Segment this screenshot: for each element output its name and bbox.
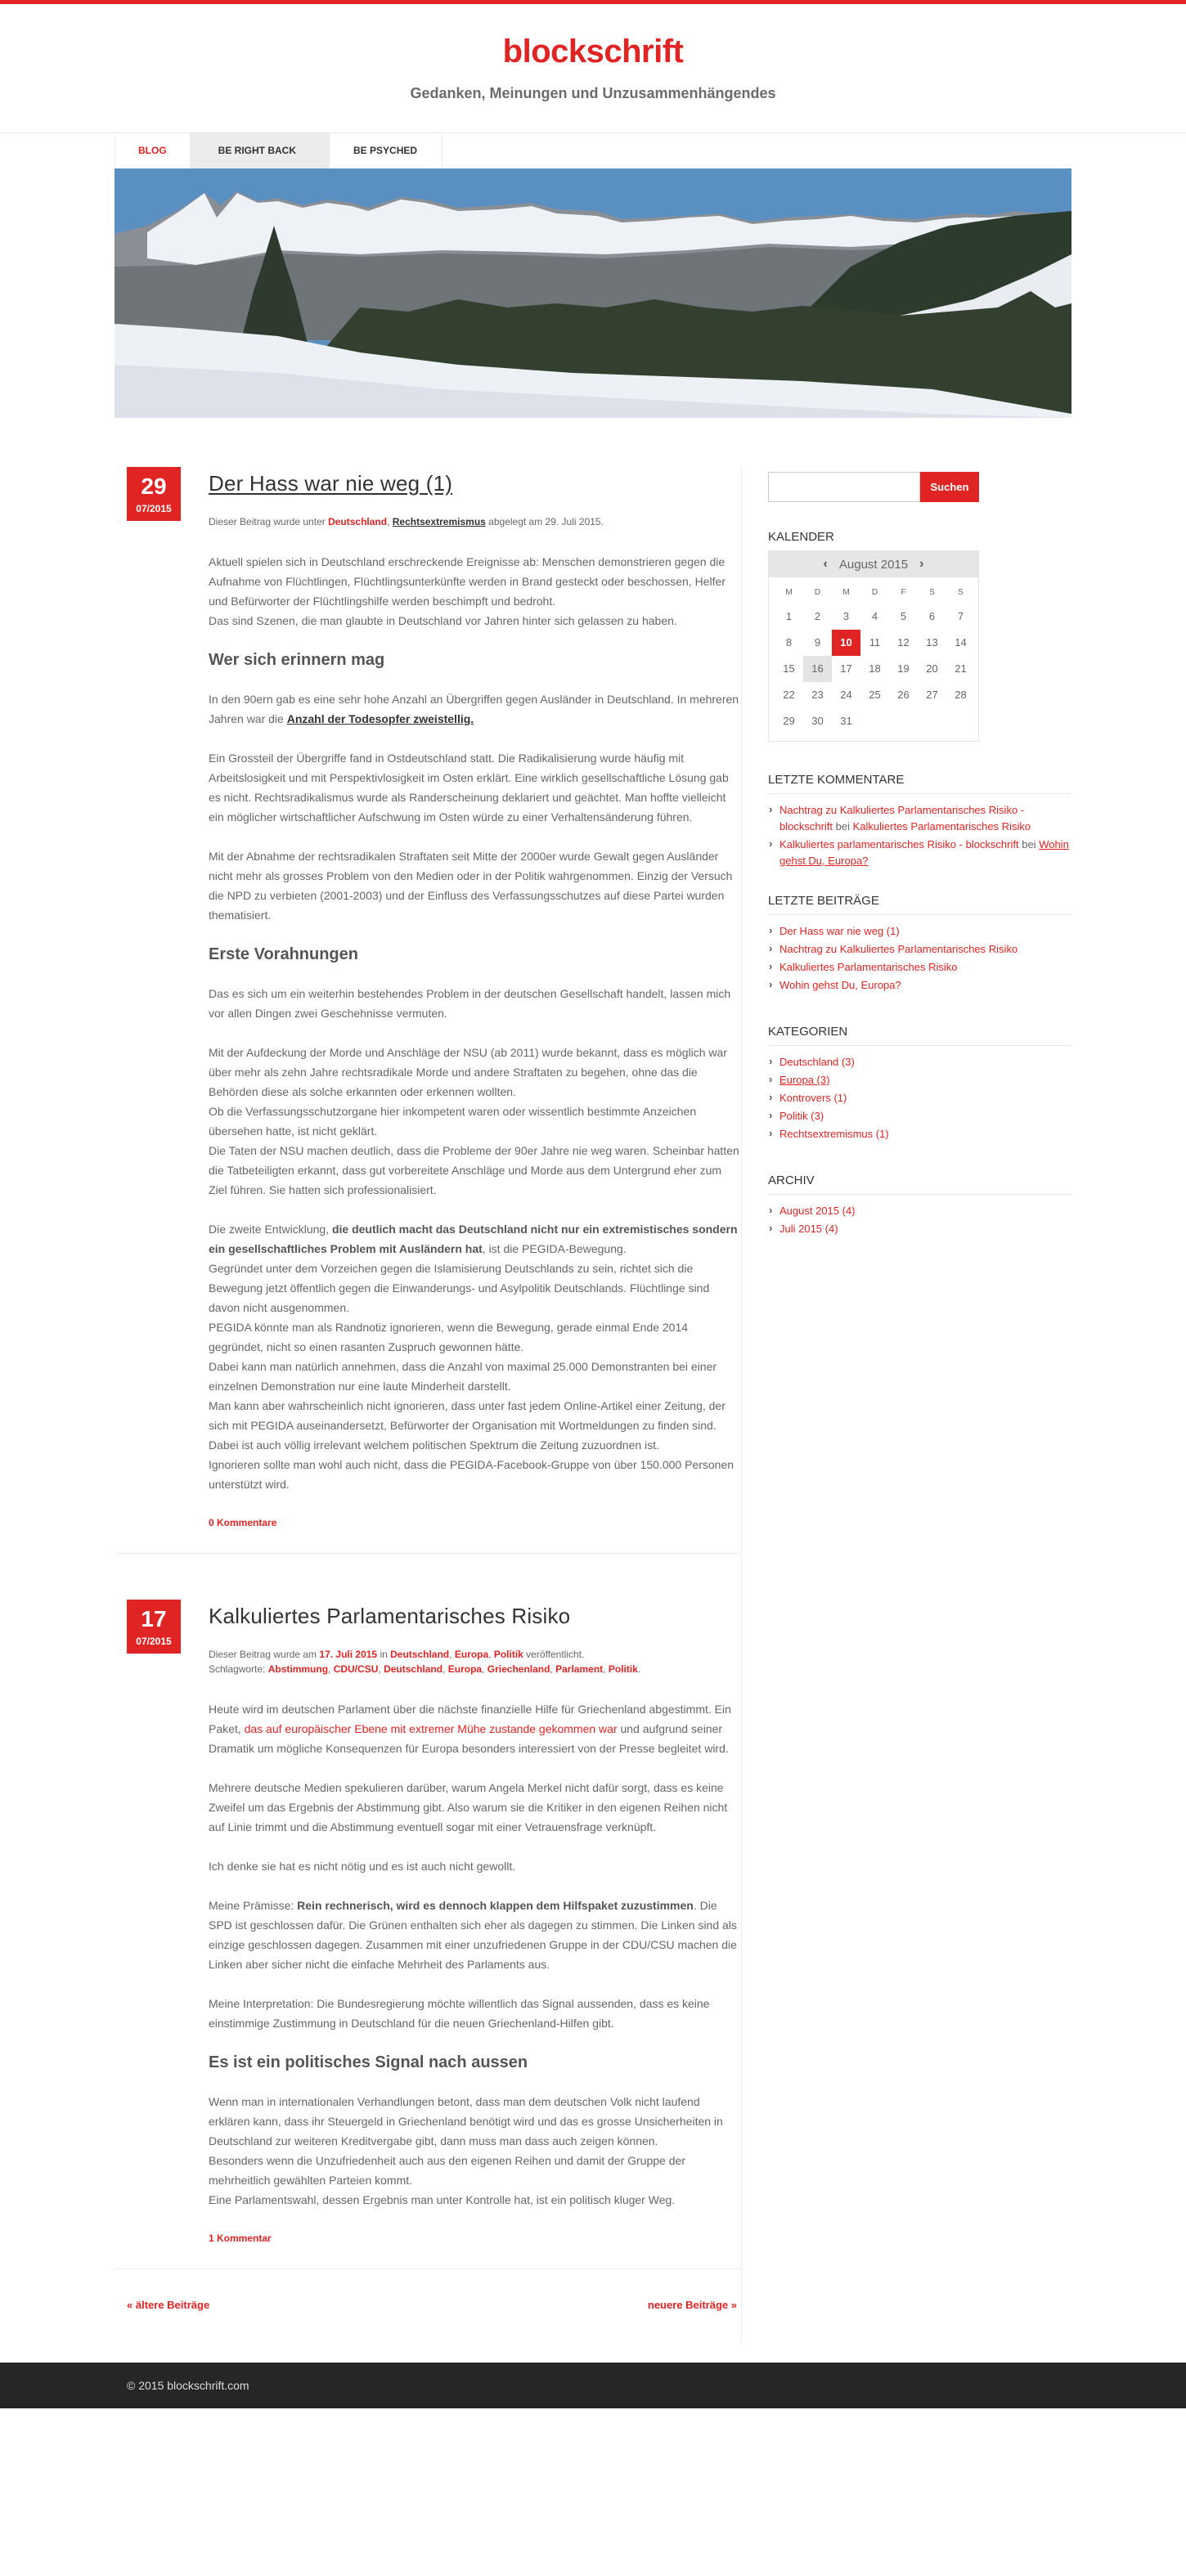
calendar-day: 31 [840,715,852,727]
tag-link-abstimmung[interactable]: Abstimmung [267,1663,329,1675]
widget-title: LETZTE KOMMENTARE [768,773,1071,794]
category-link[interactable]: Deutschland (3) [779,1056,855,1068]
calendar-day: 19 [897,662,910,675]
site-header [0,4,1186,133]
meta-separator: , [387,516,393,527]
category-link[interactable]: Europa (3) [779,1074,830,1086]
recent-post-link[interactable]: Kalkuliertes Parlamentarisches Risiko [779,961,958,973]
list-item [768,1203,1071,1219]
category-link-europa[interactable]: Europa [454,1649,489,1660]
header-image [115,168,1071,418]
archive-link[interactable]: August 2015 (4) [779,1205,856,1217]
calendar-day: 22 [783,689,795,701]
calendar-day: 18 [869,662,881,675]
calendar-day: 13 [926,636,938,648]
category-link-deutschland[interactable]: Deutschland [390,1649,450,1660]
calendar-day: 2 [814,610,821,622]
comment-post-link[interactable]: Wohin gehst Du, Europa? [779,838,1069,867]
calendar-month: August 2015 [838,557,909,572]
nav-item-be-psyched[interactable]: BE PSYCHED [330,133,443,168]
recent-posts-widget [768,894,1071,994]
site-tagline: Gedanken, Meinungen und Unzusammenhängendes [410,85,776,101]
list-item: › Nachtrag zu Kalkuliertes Parlamentarisches Risiko - blockschrift bei Kalkuliertes Parlamentarisches Risiko [768,802,1071,835]
list-item [768,1108,1071,1124]
list-item [768,1090,1071,1106]
calendar-day: 11 [869,636,881,648]
search-form [768,472,1071,502]
recent-post-link[interactable]: Der Hass war nie weg (1) [779,925,900,937]
post-kalkuliertes-parlamentarisches-risiko [115,1600,741,2269]
nav-item-be-right-back[interactable]: BE RIGHT BACK [191,133,330,168]
tag-link-griechenland[interactable]: Griechenland [487,1663,550,1675]
double-chevron-right-icon: » [730,2299,737,2311]
date-badge [127,1600,181,1654]
calendar-day: 23 [811,689,824,701]
list-item [768,977,1071,994]
todesopfer-link[interactable]: Anzahl der Todesopfer zweistellig. [286,712,474,725]
comments-link[interactable]: 1 Kommentar [209,2233,272,2244]
calendar-header [769,551,978,577]
main-content [115,467,741,2343]
section-heading: Es ist ein politisches Signal nach aussen [209,2053,528,2071]
recent-post-link[interactable]: Wohin gehst Du, Europa? [779,979,901,991]
calendar-day: 21 [955,662,967,675]
older-posts-link[interactable]: « ältere Beiträge [127,2299,210,2311]
list-item [768,1072,1071,1088]
date-month-year: 07/2015 [136,503,172,514]
calendar-day: 3 [842,610,850,622]
newer-posts-link[interactable]: neuere Beiträge » [647,2299,737,2311]
paragraph: Meine Interpretation: Die Bundesregierung möchte willentlich das Signal aussenden, dass es keine einstimmige Zustimmung in Deutschland für die neuen Griechenland-Hilfen gibt. [209,1997,710,2030]
tags-label: Schlagworte: [209,1663,268,1675]
section-heading: Erste Vorahnungen [209,945,358,963]
category-link-rechtsextremismus[interactable]: Rechtsextremismus [392,516,486,527]
meta-date-text: abgelegt am 29. Juli 2015. [485,516,604,527]
paket-link[interactable]: das auf europäischer Ebene mit extremer Mühe zustande gekommen war [244,1722,618,1735]
calendar [768,550,979,742]
calendar-day: 20 [926,662,938,675]
post-content [209,552,741,1494]
mountain-landscape-image [115,168,1071,418]
post-meta [209,514,741,529]
recent-comments-list [768,802,1071,869]
calendar-day: 7 [957,610,964,622]
calendar-weekday: M [842,588,850,597]
tag-link-politik[interactable]: Politik [608,1663,638,1675]
recent-posts-list [768,923,1071,994]
list-item [768,923,1071,940]
widget-title: KATEGORIEN [768,1025,1071,1046]
comment-author-link[interactable]: Kalkuliertes parlamentarisches Risiko - blockschrift [779,838,1019,850]
date-month-year: 07/2015 [136,1636,172,1647]
calendar-weekday: F [901,588,906,597]
calendar-day: 1 [785,610,793,622]
calendar-weekday: M [785,588,793,597]
calendar-day: 24 [840,689,852,701]
search-button[interactable]: Suchen [920,472,979,502]
meta-text: Dieser Beitrag wurde unter [209,516,329,527]
list-item [768,1126,1071,1142]
tag-link-parlament[interactable]: Parlament [555,1663,604,1675]
paragraph: Meine Prämisse: Rein rechnerisch, wird es dennoch klappen dem Hilfspaket zuzustimmen. Die SPD ist geschlossen dafür. Die Grünen enthalten sich eher als dagegen zu stimmen. Die Linken sind als einzige geschlossen dagegen. Zusammen mit einer unzufriedenen Gruppe in der CDU/CSU machen die Linken aber sicher nicht die einfache Mehrheit des Parlaments aus. [209,1899,737,1971]
tag-link-cdu-csu[interactable]: CDU/CSU [333,1663,379,1675]
calendar-weekday: S [958,588,964,597]
calendar-day: 12 [897,636,910,648]
list-item: › Kalkuliertes parlamentarisches Risiko - blockschrift bei Wohin gehst Du, Europa? [768,837,1071,869]
calendar-day: 6 [928,610,936,622]
calendar-day: 15 [783,662,795,675]
widget-title: ARCHIV [768,1174,1071,1195]
main-nav [115,133,1071,168]
calendar-day: 29 [783,715,795,727]
calendar-grid [769,577,978,741]
category-link[interactable]: Politik (3) [779,1110,824,1122]
tag-link-deutschland[interactable]: Deutschland [384,1663,443,1675]
comments-link[interactable]: 0 Kommentare [209,1517,277,1528]
archive-link[interactable]: Juli 2015 (4) [779,1223,838,1235]
site-footer [0,2363,1186,2408]
paragraph: Ein Grossteil der Übergriffe fand in Ostdeutschland statt. Die Radikalisierung wurde häufig mit Arbeitslosigkeit und mit Perspektivlosigkeit im Osten erklärt. Eine wirklich gesellschaftliche Lösung gab es nicht. Rechtsradikalismus wurde als Randerscheinung deklariert und geächtet. Man hoffte vielleicht ein möglicher wirtschaftlicher Aufschwung im Osten würde zu einer Verhaltensänderung führen. [209,752,729,824]
post-date-link[interactable]: 17. Juli 2015 [319,1649,378,1660]
paragraph: Das es sich um ein weiterhin bestehendes Problem in der deutschen Gesellschaft handelt, lassen mich vor allen Dingen zwei Geschehnisse vermuten. [209,987,731,1020]
paragraph: Heute wird im deutschen Parlament über die nächste finanzielle Hilfe für Griechenland abgestimmt. Ein Paket, das auf europäischer Ebene mit extremer Mühe zustande gekommen war und aufgrund seiner Dramatik um mögliche Konsequenzen für Europa besonders interessiert von der Presse begleitet wird. [209,1703,731,1755]
site-title-link[interactable]: blockschrift [502,34,684,70]
calendar-day: 25 [869,689,881,701]
calendar-day: 9 [814,636,821,648]
double-chevron-left-icon: « [127,2299,133,2311]
paragraph: Wenn man in internationalen Verhandlungen betont, dass man dem deutschen Volk nicht laufend erklären kann, dass ihr Steuergeld in Griechenland benötigt wird und das es grosse Unsicherheiten in Deutschland zur weiteren Kreditvergabe gibt, dann muss man dass auch zeigen können. Besonders wenn die Unzufriedenheit auch aus den eigenen Reihen und damit der Gruppe der mehrheitlich gewählten Parteien kommt. Eine Parlamentswahl, dessen Ergebnis man unter Kontrolle hat, ist ein politisch kluger Weg. [209,2095,723,2206]
category-link-politik[interactable]: Politik [493,1649,523,1660]
categories-list [768,1054,1071,1142]
widget-title: LETZTE BEITRÄGE [768,894,1071,915]
section-heading: Wer sich erinnern mag [209,651,385,669]
calendar-day: 17 [840,662,852,675]
category-link[interactable]: Kontrovers (1) [779,1092,847,1104]
calendar-day: 14 [955,636,967,648]
footer-copyright: © 2015 blockschrift.com [127,2379,249,2392]
calendar-day: 30 [811,715,824,727]
paragraph: Aktuell spielen sich in Deutschland erschreckende Ereignisse ab: Menschen demonstrieren gegen die Aufnahme von Flüchtlingen, Flüchtlingsunterkünfte werden in Brand gesteckt oder beschossen, Helfer und Befürworter der Flüchtlingshilfe werden beschimpft und bedroht. Das sind Szenen, die man glaubte in Deutschland vor Jahren hinter sich gelassen zu haben. [209,555,726,627]
sidebar [741,467,1071,2343]
post-der-hass-war-nie-weg [115,467,741,1554]
search-input[interactable] [768,472,920,502]
post-title-link[interactable]: Kalkuliertes Parlamentarisches Risiko [209,1604,571,1628]
post-title-link[interactable]: Der Hass war nie weg (1) [209,471,453,496]
recent-comments-widget [768,773,1071,869]
tag-link-europa[interactable]: Europa [447,1663,483,1675]
calendar-day-today[interactable]: 10 [832,630,860,656]
calendar-weekday: S [929,588,935,597]
paragraph: Ich denke sie hat es nicht nötig und es ist auch nicht gewollt. [209,1860,516,1873]
paragraph: Die zweite Entwicklung, die deutlich macht das Deutschland nicht nur ein extremistisches sondern ein gesellschaftliches Problem mit Ausländern hat, ist die PEGIDA-Bewegung. Gegründet unter dem Vorzeichen gegen die Islamisierung Deutschlands zu sein, richtet sich die Bewegung jetzt öffentlich gegen die Einwanderungs- und Asylpolitik Deutschlands. Flüchtlinge sind davon nicht ausgenommen. PEGIDA könnte man als Randnotiz ignorieren, wenn die Bewegung, gerade einmal Ende 2014 gegründet, nicht so einen rasanten Zuspruch gewonnen hätte. Dabei kann man natürlich annehmen, dass die Anzahl von maximal 25.000 Demonstranten bei einer einzelnen Demonstration nur eine laute Minderheit darstellt. Man kann aber wahrscheinlich nicht ignorieren, dass unter fast jedem Online-Artikel einer Zeitung, der sich mit PEGIDA auseinandersetzt, Befürworter der Organisation mit Wortmeldungen zu finden sind. Dabei ist auch völlig irrelevant welchem politischen Spektrum die Zeitung zuzuordnen ist. Ignorieren sollte man wohl auch nicht, dass die PEGIDA-Facebook-Gruppe von über 150.000 Personen unterstützt wird. [209,1223,738,1491]
comment-post-link[interactable]: Kalkuliertes Parlamentarisches Risiko [852,820,1031,832]
comment-author-link[interactable]: Nachtrag zu Kalkuliertes Parlamentarisches Risiko - blockschrift [779,804,1025,832]
category-link-deutschland[interactable]: Deutschland [328,516,388,527]
category-link[interactable]: Rechtsextremismus (1) [779,1128,889,1140]
chevron-left-icon[interactable]: ‹ [823,557,828,571]
calendar-widget [768,530,1071,742]
paragraph: Mehrere deutsche Medien spekulieren darüber, warum Angela Merkel nicht dafür sorgt, dass es keine Zweifel um das Ergebnis der Abstimmung gibt. Also warum sie die Kritiker in den eigenen Reihen nicht auf Linie trimmt und die Abstimmung eventuell sogar mit einer Vetrauensfrage verknüpft. [209,1781,728,1833]
date-day: 29 [141,473,167,499]
calendar-weekday: D [871,588,878,597]
page-body [115,418,1071,2343]
calendar-day: 4 [871,610,878,622]
widget-title: KALENDER [768,530,834,544]
list-item [768,1054,1071,1070]
categories-widget [768,1025,1071,1142]
paragraph: Mit der Abnahme der rechtsradikalen Straftaten seit Mitte der 2000er wurde Gewalt gegen Ausländer nicht mehr als grosses Problem von den Medien oder in der Politik wahrgenommen. Einzig der Versuch die NPD zu verbieten (2001-2003) und der Einfluss des Verfassungsschutzes auf diese Partei wurden thematisiert. [209,850,733,922]
nav-item-blog[interactable]: BLOG [115,133,191,168]
calendar-day: 28 [955,689,967,701]
pagination [115,2269,741,2343]
date-badge [127,467,181,521]
paragraph: Mit der Aufdeckung der Morde und Anschläge der NSU (ab 2011) wurde bekannt, dass es möglich war über mehr als zehn Jahre rechtsradikale Morde und andere Straftaten zu begehen, ohne das die Behörden diese als solche erkannten oder erkennen wollten. Ob die Verfassungsschutzorgane hier inkompetent waren oder wissentlich bestimmte Anzeichen übersehen hatte, ist nicht geklärt. Die Taten der NSU machen deutlich, dass die Probleme der 90er Jahre nie weg waren. Scheinbar hatten die Tatbeteiligten erkannt, dass gut vorbereitete Anschläge und Morde aus dem Untergrund eher zum Ziel führen. Sie hatten sich professionalisiert. [209,1046,739,1196]
calendar-day: 27 [926,689,938,701]
list-item [768,1221,1071,1237]
calendar-day: 8 [785,636,793,648]
calendar-day: 5 [900,610,907,622]
list-item [768,959,1071,976]
calendar-weekday: D [814,588,821,597]
date-day: 17 [141,1606,167,1631]
post-content [209,1699,741,2210]
recent-post-link[interactable]: Nachtrag zu Kalkuliertes Parlamentarisches Risiko [779,943,1018,955]
archive-list [768,1203,1071,1237]
calendar-day[interactable]: 16 [803,656,832,682]
calendar-day: 26 [897,689,910,701]
post-meta: Dieser Beitrag wurde am 17. Juli 2015 in Deutschland, Europa, Politik veröffentlicht. Schlagworte: Abstimmung, CDU/CSU, Deutschland, Europa, Griechenland, Parlament, Politik. [209,1649,641,1675]
paragraph: In den 90ern gab es eine sehr hohe Anzahl an Übergriffen gegen Ausländer in Deutschland. In mehreren Jahren war die Anzahl der Todesopfer zweistellig. [209,693,739,725]
archive-widget [768,1174,1071,1237]
chevron-right-icon[interactable]: › [919,557,924,571]
list-item [768,941,1071,958]
